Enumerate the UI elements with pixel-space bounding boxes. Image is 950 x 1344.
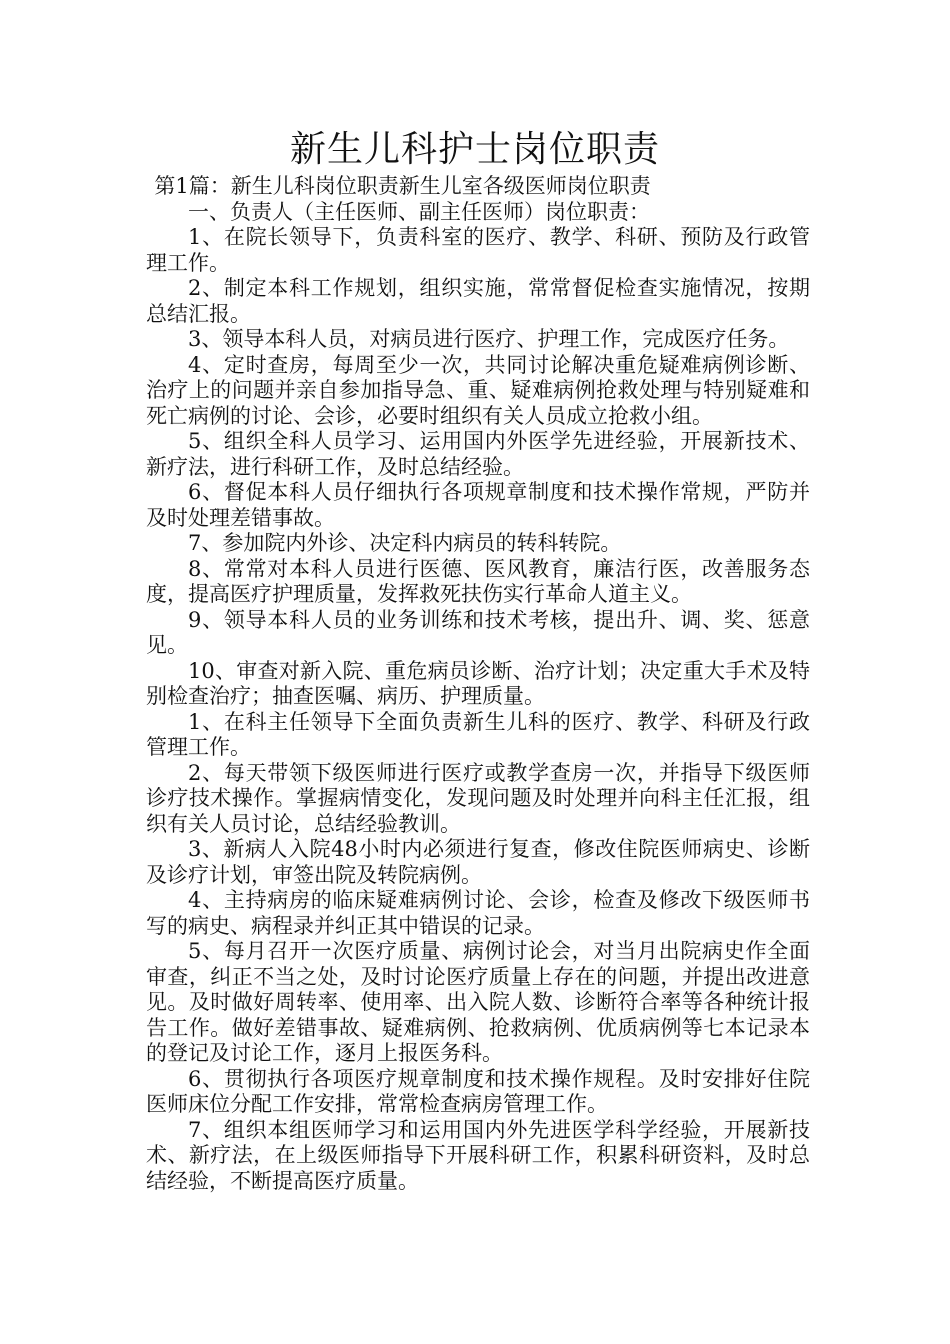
paragraph: 1、在科主任领导下全面负责新生儿科的医疗、教学、科研及行政管理工作。 [146,709,810,759]
paragraph: 1、在院长领导下，负责科室的医疗、教学、科研、预防及行政管理工作。 [146,225,810,275]
paragraph: 3、新病人入院48小时内必须进行复查，修改住院医师病史、诊断及诊疗计划，审签出院及转院病例。 [146,837,810,887]
document-title: 新生儿科护士岗位职责 [289,129,660,170]
paragraph: 4、定时查房，每周至少一次，共同讨论解决重危疑难病例诊断、治疗上的问题并亲自参加指导急、重、疑难病例抢救处理与特别疑难和死亡病例的讨论、会诊，必要时组织有关人员成立抢救小组。 [146,352,810,428]
paragraph: 6、贯彻执行各项医疗规章制度和技术操作规程。及时安排好住院医师床位分配工作安排，常常检查病房管理工作。 [146,1066,810,1116]
document-body [146,174,810,1194]
subsection-heading: 一、负责人（主任医师、副主任医师）岗位职责： [188,199,650,224]
paragraph: 5、每月召开一次医疗质量、病例讨论会，对当月出院病史作全面审查，纠正不当之处，及时讨论医疗质量上存在的问题，并提出改进意见。及时做好周转率、使用率、出入院人数、诊断符合率等各种统计报告工作。做好差错事故、疑难病例、抢救病例、优质病例等七本记录本的登记及讨论工作，逐月上报医务科。 [146,939,810,1065]
paragraph: 9、领导本科人员的业务训练和技术考核，提出升、调、奖、惩意见。 [146,607,810,657]
paragraph: 3、领导本科人员，对病员进行医疗、护理工作，完成医疗任务。 [188,327,790,351]
paragraph: 10、审查对新入院、重危病员诊断、治疗计划；决定重大手术及特别检查治疗；抽查医嘱、病历、护理质量。 [146,658,810,708]
paragraph: 7、参加院内外诊、决定科内病员的转科转院。 [188,531,622,555]
paragraph: 2、制定本科工作规划，组织实施，常常督促检查实施情况，按期总结汇报。 [146,276,810,326]
paragraph: 7、组织本组医师学习和运用国内外先进医学科学经验，开展新技术、新疗法，在上级医师指导下开展科研工作，积累科研资料，及时总结经验，不断提高医疗质量。 [146,1117,810,1193]
section-heading: 第1篇：新生儿科岗位职责新生儿室各级医师岗位职责 [154,174,651,198]
paragraph: 5、组织全科人员学习、运用国内外医学先进经验，开展新技术、新疗法，进行科研工作，及时总结经验。 [146,429,810,479]
paragraph: 4、主持病房的临床疑难病例讨论、会诊，检查及修改下级医师书写的病史、病程录并纠正其中错误的记录。 [146,888,810,938]
paragraph: 6、督促本科人员仔细执行各项规章制度和技术操作常规，严防并及时处理差错事故。 [146,480,810,530]
paragraph: 2、每天带领下级医师进行医疗或教学查房一次，并指导下级医师诊疗技术操作。掌握病情变化，发现问题及时处理并向科主任汇报，组织有关人员讨论，总结经验教训。 [146,760,810,836]
paragraph: 8、常常对本科人员进行医德、医风教育，廉洁行医，改善服务态度，提高医疗护理质量，发挥救死扶伤实行革命人道主义。 [146,556,810,606]
